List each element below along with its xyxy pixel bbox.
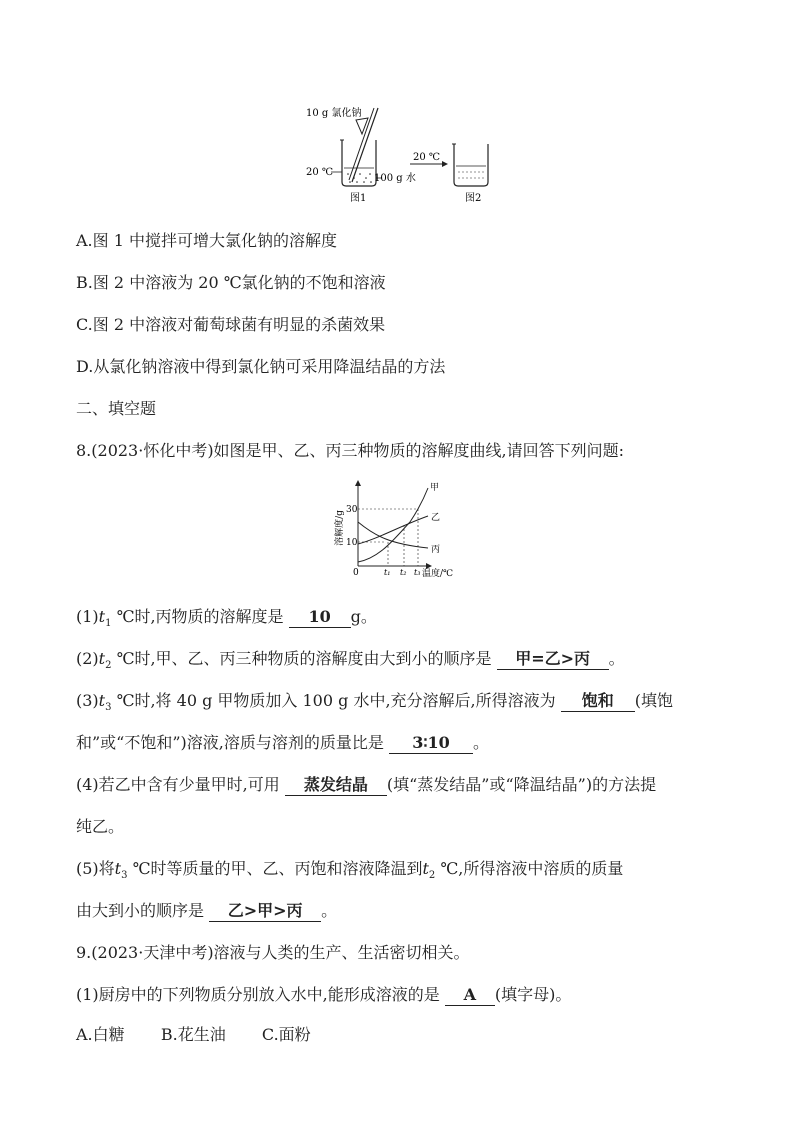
q8-part4: (4)若乙中含有少量甲时,可用 蒸发结晶 (填“蒸发结晶”或“降温结晶”)的方法提 <box>76 775 657 794</box>
nacl-label: 10 g 氯化钠 <box>306 108 362 119</box>
origin-label: 0 <box>353 568 359 578</box>
answer-blank[interactable]: A <box>445 985 495 1006</box>
q8-stem: 8.(2023·怀化中考)如图是甲、乙、丙三种物质的溶解度曲线,请回答下列问题: <box>76 441 625 460</box>
beaker-2-icon <box>454 144 488 186</box>
t1-label: t₁ <box>384 568 391 577</box>
q9-options <box>76 1024 311 1046</box>
curve-bing <box>358 522 428 548</box>
option-c: C.图 2 中溶液对葡萄球菌有明显的杀菌效果 <box>76 315 386 334</box>
q8-part3: $(3)t_3$ ℃时,将 40 g 甲物质加入 100 g 水中,充分溶解后,所得溶液为 饱和 (填饱 <box>76 691 673 714</box>
q9-option-b: B.花生油 <box>160 1025 226 1044</box>
answer-blank[interactable]: 甲=乙>丙 <box>497 649 609 670</box>
solubility-graph <box>330 478 470 578</box>
q9-option-a: A.白糖 <box>76 1025 125 1044</box>
temp-label: 20 ℃ <box>306 167 334 178</box>
option-d: D.从氯化钠溶液中得到氯化钠可采用降温结晶的方法 <box>76 357 446 376</box>
q8-part2: $(2)t_2$ ℃时,甲、乙、丙三种物质的溶解度由大到小的顺序是 甲=乙>丙 。 <box>76 649 625 672</box>
answer-blank[interactable]: 乙>甲>丙 <box>209 901 321 922</box>
q9-option-c: C.面粉 <box>261 1025 311 1044</box>
option-b: B.图 2 中溶液为 20 ℃氯化钠的不饱和溶液 <box>76 273 386 292</box>
answer-blank[interactable]: 10 <box>289 607 351 628</box>
legend-yi: 乙 <box>431 513 441 523</box>
y-axis-label: 溶解度/g <box>335 510 345 546</box>
t3-label: t₃ <box>414 568 421 577</box>
option-a: A.图 1 中搅拌可增大氯化钠的溶解度 <box>76 231 337 250</box>
q8-part3-line2: 和”或“不饱和”)溶液,溶质与溶剂的质量比是 3∶10 。 <box>76 733 489 752</box>
caption-fig2: 图2 <box>465 193 482 204</box>
caption-fig1: 图1 <box>350 193 367 204</box>
water-label: 100 g 水 <box>374 173 416 184</box>
answer-blank[interactable]: 3∶10 <box>389 733 473 754</box>
stirring-rod-icon <box>352 108 378 182</box>
y-tick-30: 30 <box>346 505 358 515</box>
answer-blank[interactable]: 蒸发结晶 <box>285 775 387 796</box>
q8-part1: $(1)t_1$ ℃时,丙物质的溶解度是 10 g。 <box>76 607 377 630</box>
legend-bing: 丙 <box>431 545 441 555</box>
q8-part5-line2: 由大到小的顺序是 乙>甲>丙 。 <box>76 901 338 920</box>
q8-part4-line2: 纯乙。 <box>76 817 125 836</box>
arrow-temp-label: 20 ℃ <box>413 152 441 163</box>
beaker-figure <box>300 100 500 210</box>
answer-blank[interactable]: 饱和 <box>561 691 635 712</box>
t2-label: t₂ <box>400 568 407 577</box>
legend-jia: 甲 <box>430 483 440 493</box>
curve-jia <box>358 488 428 562</box>
q9-stem: 9.(2023·天津中考)溶液与人类的生产、生活密切相关。 <box>76 943 470 962</box>
section-title: 二、填空题 <box>76 399 157 418</box>
q9-part1: (1)厨房中的下列物质分别放入水中,能形成溶液的是 A (填字母)。 <box>76 985 572 1004</box>
y-tick-10: 10 <box>346 538 358 548</box>
q8-part5: (5)将$t_3$ ℃时等质量的甲、乙、丙饱和溶液降温到$t_2$ ℃,所得溶液中溶质的质量 <box>76 859 624 882</box>
x-axis-label: 温度/℃ <box>422 569 454 578</box>
